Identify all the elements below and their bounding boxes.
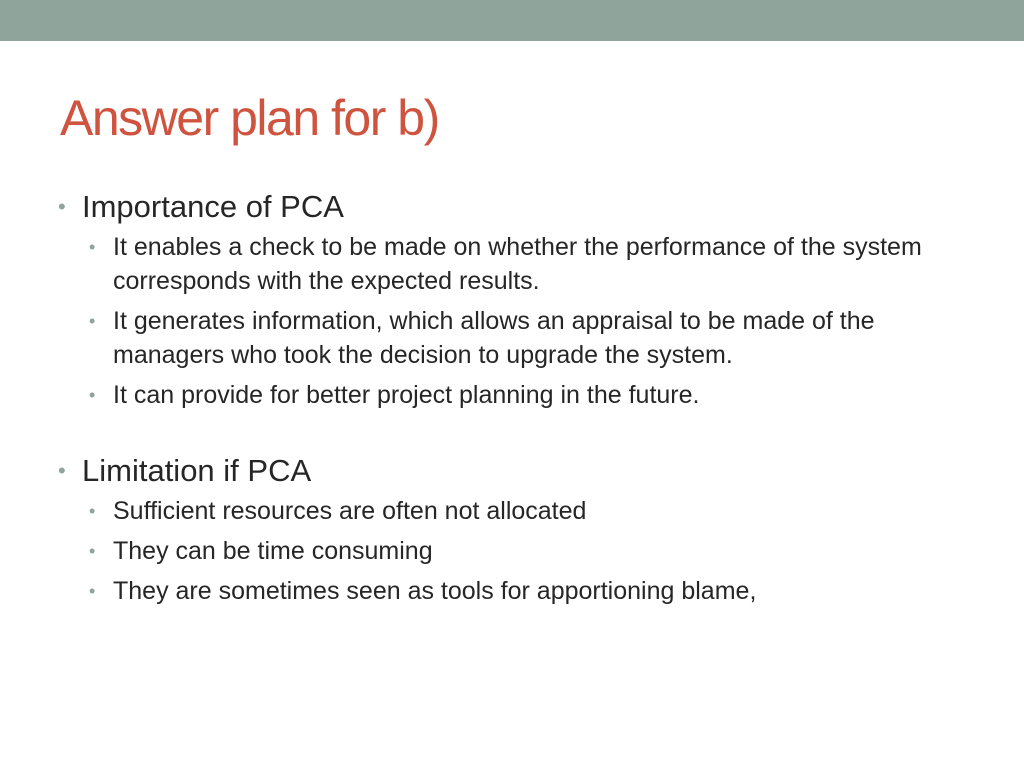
list-item-text: Sufficient resources are often not allocated [113,497,587,525]
list-item [89,304,958,372]
bullet-dot-icon: • [89,581,96,601]
heading-text: Importance of PCA [82,189,344,224]
list-item-text: It can provide for better project planning in the future. [113,381,700,409]
top-accent-bar [0,0,1024,41]
list-item-text: It generates information, which allows an appraisal to be made of the managers who took the decision to upgrade the system. [113,307,875,369]
bullet-heading-limitation [58,452,958,490]
bullet-dot-icon: • [89,501,96,521]
slide-content [58,188,958,614]
bullet-dot-icon: • [58,194,66,219]
heading-text: Limitation if PCA [82,453,312,488]
list-item-text: They are sometimes seen as tools for apportioning blame, [113,577,757,605]
section-limitation [58,452,958,608]
bullet-heading-importance [58,188,958,226]
bullet-dot-icon: • [89,541,96,561]
list-item [89,574,958,608]
list-item [89,494,958,528]
sub-bullet-list [89,494,958,608]
list-item-text: They can be time consuming [113,537,433,565]
bullet-dot-icon: • [58,458,66,483]
slide-title: Answer plan for b) [60,90,439,146]
sub-bullet-list [89,230,958,412]
bullet-dot-icon: • [89,237,96,257]
section-importance [58,188,958,412]
list-item [89,534,958,568]
list-item [89,378,958,412]
list-item [89,230,958,298]
bullet-dot-icon: • [89,385,96,405]
list-item-text: It enables a check to be made on whether the performance of the system corresponds with the expected results. [113,233,922,295]
bullet-dot-icon: • [89,311,96,331]
